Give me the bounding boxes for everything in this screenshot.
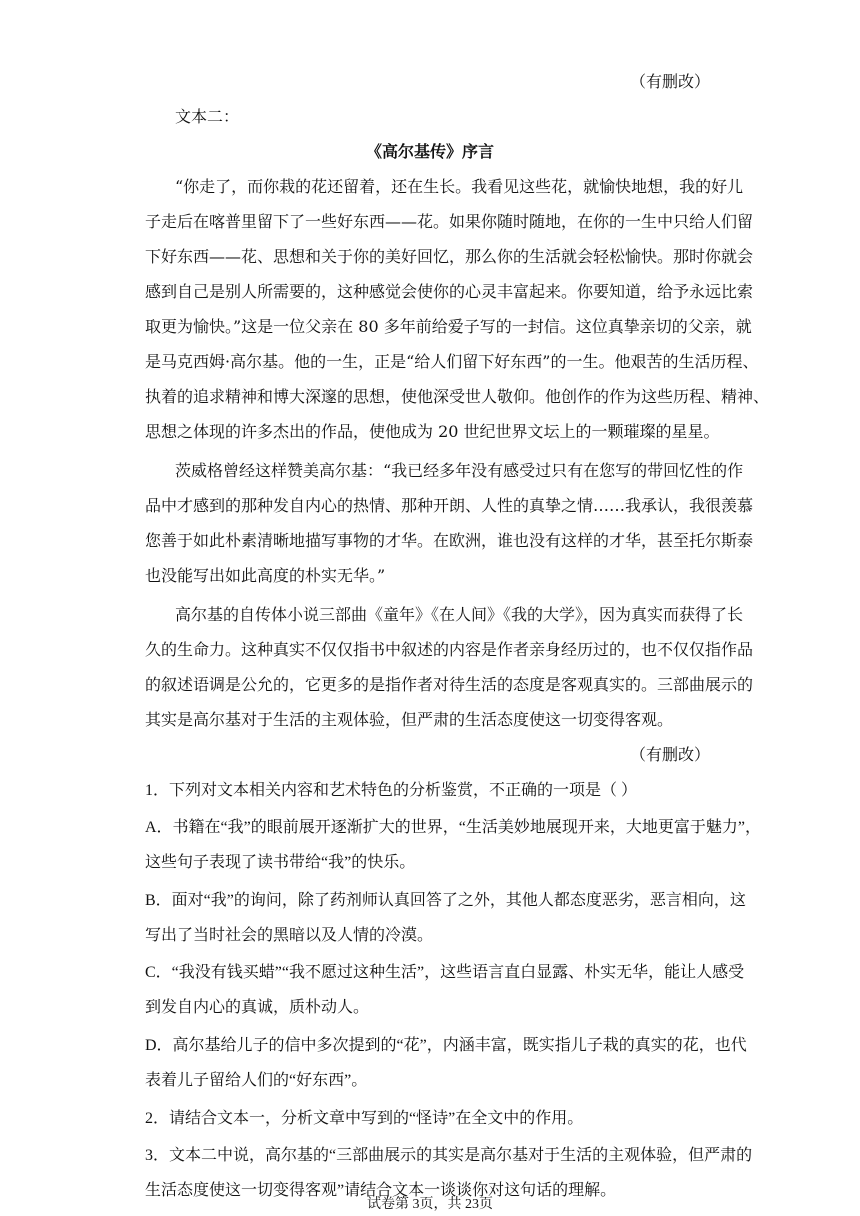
paragraph-line: 的叙述语调是公允的，它更多的是指作者对待生活的态度是客观真实的。三部曲展示的 — [145, 675, 754, 694]
paragraph-line: 思想之体现的许多杰出的作品，使他成为 20 世纪世界文坛上的一颗璀璨的星星。 — [145, 422, 720, 441]
option-line: C．“我没有钱买蜡”“我不愿过这种生活”，这些语言直白显露、朴实无华，能让人感受 — [145, 964, 745, 981]
revision-note-end: （有删改） — [629, 745, 710, 764]
question-line: 3．文本二中说，高尔基的“三部曲展示的其实是高尔基对于生活的主观体验，但严肃的 — [145, 1147, 753, 1164]
paragraph-line: 久的生命力。这种真实不仅仅指书中叙述的内容是作者亲身经历过的，也不仅仅指作品 — [145, 640, 754, 659]
paragraph-line: 高尔基的自传体小说三部曲《童年》《在人间》《我的大学》，因为真实而获得了长 — [175, 605, 744, 624]
paragraph-line: 执着的追求精神和博大深邃的思想，使他深受世人敬仰。他创作的作为这些历程、精神、 — [145, 387, 770, 406]
question-line: 生活态度使这一切变得客观”请结合文本一谈谈你对这句话的理解。 — [145, 1182, 617, 1199]
question-1: 1．下列对文本相关内容和艺术特色的分析鉴赏，不正确的一项是（ ） — [145, 782, 638, 799]
paragraph-line: 取更为愉快。”这是一位父亲在 80 多年前给爱子写的一封信。这位真挚亲切的父亲，就 — [145, 317, 752, 336]
paragraph-line: 茨威格曾经这样赞美高尔基：“我已经多年没有感受过只有在您写的带回忆性的作 — [175, 461, 744, 480]
paragraph-line: 您善于如此朴素清晰地描写事物的才华。在欧洲，谁也没有这样的才华，甚至托尔斯泰 — [145, 531, 754, 550]
revision-note-top: （有删改） — [629, 72, 710, 91]
paragraph-line: 其实是高尔基对于生活的主观体验，但严肃的生活态度使这一切变得客观。 — [145, 710, 674, 729]
option-line: B．面对“我”的询问，除了药剂师认真回答了之外，其他人都态度恶劣，恶言相向，这 — [145, 892, 746, 909]
option-line: 这些句子表现了读书带给“我”的快乐。 — [145, 854, 416, 871]
page-footer-text: 试卷第 3页，共 23页 — [367, 1197, 493, 1212]
option-line: D．高尔基给儿子的信中多次提到的“花”，内涵丰富，既实指儿子栽的真实的花，也代 — [145, 1037, 747, 1054]
paragraph-line: 是马克西姆·高尔基。他的一生，正是“给人们留下好东西”的一生。他艰苦的生活历程、 — [145, 352, 759, 371]
paragraph-line: 品中才感到的那种发自内心的热情、那种开朗、人性的真挚之情……我承认，我很羡慕 — [145, 496, 754, 515]
text2-title: 《高尔基传》序言 — [365, 142, 494, 161]
paragraph-line: 感到自己是别人所需要的，这种感觉会使你的心灵丰富起来。你要知道，给予永远比索 — [145, 282, 754, 301]
paragraph-line: “你走了，而你栽的花还留着，还在生长。我看见这些花，就愉快地想，我的好儿 — [175, 177, 744, 196]
option-line: 到发自内心的真诚，质朴动人。 — [145, 999, 370, 1016]
option-line: 表着儿子留给人们的“好东西”。 — [145, 1072, 368, 1089]
text2-label: 文本二： — [175, 107, 240, 126]
option-line: A．书籍在“我”的眼前展开逐渐扩大的世界，“生活美妙地展现开来，大地更富于魅力”， — [145, 819, 761, 836]
paragraph-line: 也没能写出如此高度的朴实无华。” — [145, 566, 386, 585]
paragraph-line: 下好东西——花、思想和关于你的美好回忆，那么你的生活就会轻松愉快。那时你就会 — [145, 247, 754, 266]
question-2: 2．请结合文本一，分析文章中写到的“怪诗”在全文中的作用。 — [145, 1110, 584, 1127]
paragraph-line: 子走后在喀普里留下了一些好东西——花。如果你随时随地，在你的一生中只给人们留 — [145, 212, 754, 231]
option-line: 写出了当时社会的黑暗以及人情的冷漠。 — [145, 927, 434, 944]
